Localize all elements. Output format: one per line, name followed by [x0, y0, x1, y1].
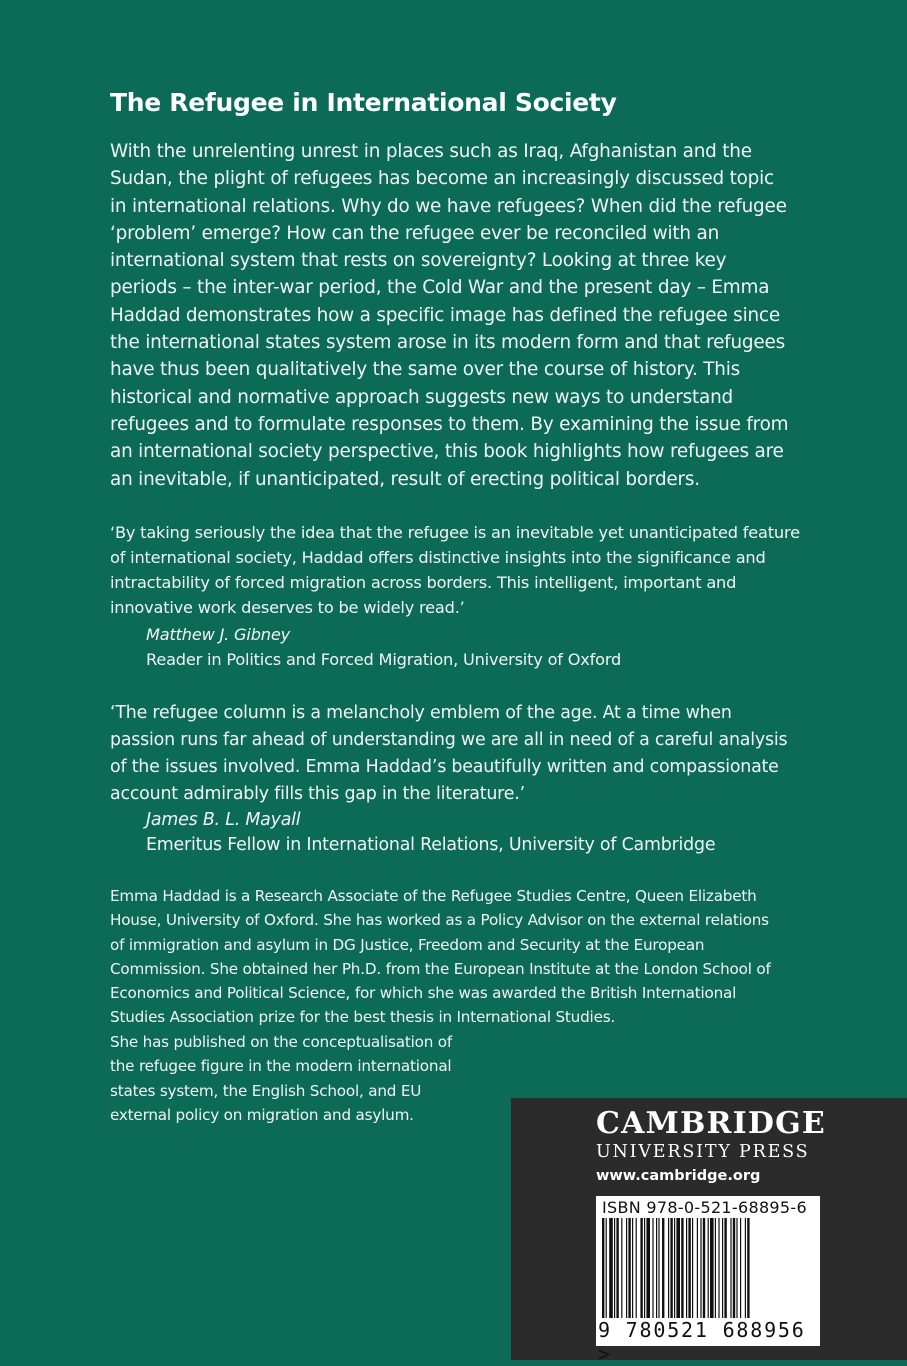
barcode-bar	[700, 1218, 701, 1318]
barcode-bar	[733, 1218, 735, 1318]
barcode-bar	[724, 1218, 726, 1318]
barcode-bar	[715, 1218, 716, 1318]
barcode-bar	[710, 1218, 714, 1318]
reviewer-name-1: Matthew J. Gibney	[146, 625, 290, 644]
barcode-bar	[652, 1218, 653, 1318]
barcode-bar	[718, 1218, 719, 1318]
author-bio-publications: She has published on the conceptualisation of the refugee figure in the modern international states system, the English School, and EU external policy on migration and asylum.	[110, 1033, 453, 1124]
barcode-bar	[621, 1218, 622, 1318]
isbn-label: ISBN 978-0-521-68895-6	[602, 1198, 807, 1217]
publisher-panel	[511, 1098, 907, 1366]
barcode-bar	[670, 1218, 672, 1318]
barcode-bar	[676, 1218, 680, 1318]
barcode-bar	[606, 1218, 607, 1318]
barcode-bar	[602, 1218, 604, 1318]
barcode-bar	[658, 1218, 659, 1318]
barcode-bar	[681, 1218, 683, 1318]
book-blurb: With the unrelenting unrest in places such as Iraq, Afghanistan and the Sudan, the plight of refugees has become an increasingly discussed topic in international relations. Why do we have refugees? When did the refugee ‘problem’ emerge? How can the refugee ever be reconciled with an international system that rests on sovereignty? Looking at three key periods – the inter-war period, the Cold War and the present day – Emma Haddad demonstrates how a specific image has defined the refugee since the international states system arose in its modern form and that refugees have thus been qualitatively the same over the course of history. This historical and normative approach suggests new ways to understand refugees and to formulate responses to them. By examining the issue from an international society perspective, this book highlights how refugees are an inevitable, if unanticipated, result of erecting political borders.	[110, 141, 789, 490]
barcode-bar	[703, 1218, 705, 1318]
barcode-bar	[616, 1218, 618, 1318]
barcode-bar	[697, 1218, 698, 1318]
barcode-bars	[600, 1218, 816, 1318]
barcode-bar	[640, 1218, 642, 1318]
barcode-bar	[632, 1218, 633, 1318]
barcode-bar	[656, 1218, 657, 1318]
barcode-bar	[662, 1218, 664, 1318]
author-bio: Emma Haddad is a Research Associate of the Refugee Studies Centre, Queen Elizabeth House, University of Oxford. She has worked as a Policy Advisor on the external relations of immigration and asylum in DG Justice, Freedom and Security at the European Commission. She obtained her Ph.D. from the European Institute at the London School of Economics and Political Science, for which she was awarded the British International Studies Association prize for the best thesis in International Studies.	[110, 887, 771, 1027]
review-attribution-2	[146, 808, 715, 858]
review-quote-1: ‘By taking seriously the idea that the refugee is an inevitable yet unanticipated feature of international society, Haddad offers distinctive insights into the significance and intractability of forced migration across borders. This intelligent, important and innovative work deserves to be widely read.’	[110, 523, 800, 617]
barcode-bar	[730, 1218, 731, 1318]
review-quote-2: ‘The refugee column is a melancholy emblem of the age. At a time when passion runs far ahead of understanding we are all in need of a careful analysis of the issues involved. Emma Haddad’s beautifully written and compassionate account admirably fills this gap in the literature.’	[110, 703, 788, 804]
publisher-name: CAMBRIDGE	[596, 1106, 826, 1141]
publisher-url: www.cambridge.org	[596, 1168, 761, 1184]
barcode-bar	[626, 1218, 627, 1318]
barcode-bar	[745, 1218, 746, 1318]
barcode-bar	[668, 1218, 669, 1318]
barcode-bar	[628, 1218, 630, 1318]
review-attribution-1	[146, 622, 621, 672]
barcode-bar	[674, 1218, 675, 1318]
barcode-bar	[722, 1218, 723, 1318]
reviewer-name-2: James B. L. Mayall	[146, 810, 301, 830]
barcode-bar	[692, 1218, 693, 1318]
barcode-bar	[644, 1218, 645, 1318]
barcode-bar	[747, 1218, 749, 1318]
barcode-bar	[688, 1218, 690, 1318]
barcode-bar	[646, 1218, 650, 1318]
barcode-bar	[636, 1218, 637, 1318]
barcode-bar	[609, 1218, 613, 1318]
barcode-bar	[708, 1218, 709, 1318]
publisher-subtitle: UNIVERSITY PRESS	[596, 1142, 810, 1162]
isbn-barcode	[596, 1196, 820, 1366]
reviewer-affiliation-2: Emeritus Fellow in International Relations, University of Cambridge	[146, 835, 716, 855]
barcode-bar	[686, 1218, 687, 1318]
barcode-bar	[740, 1218, 741, 1318]
book-title: The Refugee in International Society	[110, 88, 617, 117]
barcode-digits: 9 780521 688956 >	[598, 1318, 806, 1366]
reviewer-affiliation-1: Reader in Politics and Forced Migration, University of Oxford	[146, 650, 622, 669]
barcode-bar	[736, 1218, 737, 1318]
barcode-bar	[614, 1218, 615, 1318]
